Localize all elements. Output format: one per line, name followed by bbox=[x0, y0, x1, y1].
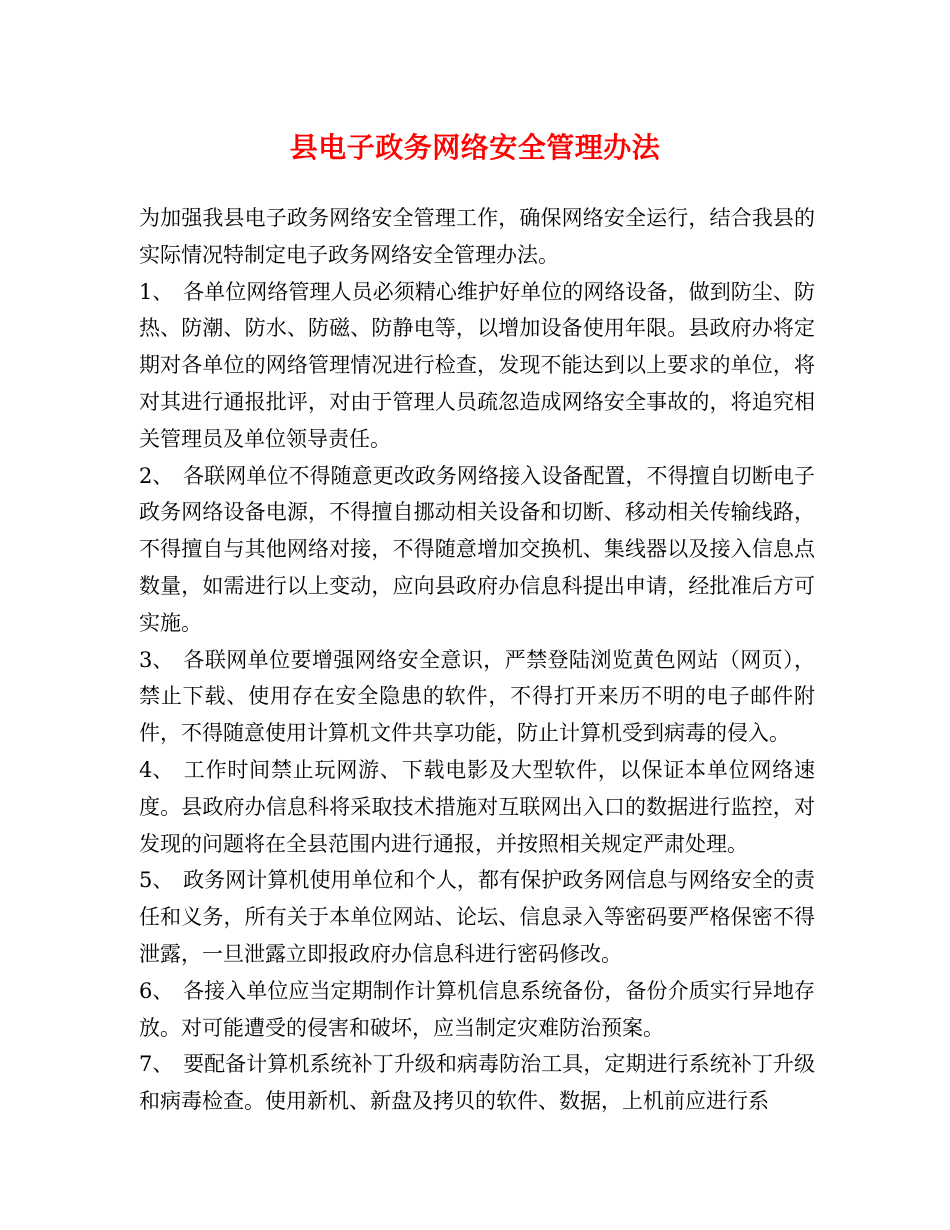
list-item bbox=[139, 1046, 815, 1120]
item-text: 工作时间禁止玩网游、下载电影及大型软件，以保证本单位网络速度。县政府办信息科将采取技术措施对互联网出入口的数据进行监控，对发现的问题将在全县范围内进行通报，并按照相关规定严肃处理。 bbox=[139, 757, 815, 856]
list-item bbox=[139, 752, 815, 862]
item-text: 要配备计算机系统补丁升级和病毒防治工具，定期进行系统补丁升级和病毒检查。使用新机、新盘及拷贝的软件、数据，上机前应进行系 bbox=[139, 1052, 815, 1114]
document-body bbox=[139, 200, 815, 1120]
item-text: 政务网计算机使用单位和个人，都有保护政务网信息与网络安全的责任和义务，所有关于本单位网站、论坛、信息录入等密码要严格保密不得泄露，一旦泄露立即报政府办信息科进行密码修改。 bbox=[139, 868, 815, 966]
item-number: 6、 bbox=[139, 978, 174, 1003]
item-text: 各联网单位要增强网络安全意识，严禁登陆浏览黄色网站（网页），禁止下载、使用存在安全隐患的软件，不得打开来历不明的电子邮件附件，不得随意使用计算机文件共享功能，防止计算机受到病毒的侵入。 bbox=[139, 647, 815, 746]
intro-paragraph: 为加强我县电子政务网络安全管理工作，确保网络安全运行，结合我县的实际情况特制定电子政务网络安全管理办法。 bbox=[139, 206, 815, 267]
list-item bbox=[139, 862, 815, 972]
item-number: 4、 bbox=[139, 757, 174, 782]
document-title: 县电子政务网络安全管理办法 bbox=[289, 131, 661, 164]
item-number: 5、 bbox=[139, 868, 174, 893]
item-text: 各接入单位应当定期制作计算机信息系统备份，备份介质实行异地存放。对可能遭受的侵害和破坏，应当制定灾难防治预案。 bbox=[139, 978, 815, 1040]
list-item bbox=[139, 274, 815, 458]
item-text: 各单位网络管理人员必须精心维护好单位的网络设备，做到防尘、防热、防潮、防水、防磁、防静电等，以增加设备使用年限。县政府办将定期对各单位的网络管理情况进行检查，发现不能达到以上要求的单位，将对其进行通报批评，对由于管理人员疏忽造成网络安全事故的，将追究相关管理员及单位领导责任。 bbox=[139, 279, 815, 451]
item-number: 7、 bbox=[139, 1052, 174, 1077]
list-item bbox=[139, 973, 815, 1047]
list-item bbox=[139, 458, 815, 642]
item-text: 各联网单位不得随意更改政务网络接入设备配置，不得擅自切断电子政务网络设备电源，不得擅自挪动相关设备和切断、移动相关传输线路，不得擅自与其他网络对接，不得随意增加交换机、集线器以及接入信息点数量，如需进行以上变动，应向县政府办信息科提出申请，经批准后方可实施。 bbox=[139, 463, 815, 635]
item-number: 3、 bbox=[139, 647, 174, 672]
item-number: 1、 bbox=[139, 279, 174, 304]
item-number: 2、 bbox=[139, 463, 174, 488]
list-item bbox=[139, 642, 815, 752]
